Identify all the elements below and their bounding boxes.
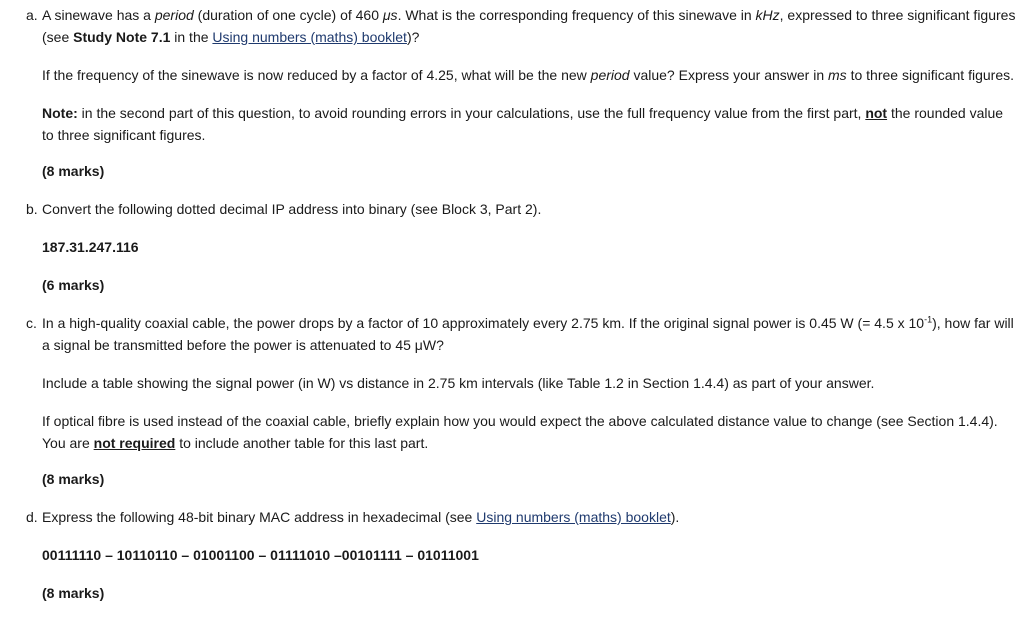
text: If optical fibre is used instead of the coaxial cable, briefly explain how you would expect the above calculated distance value to change (see Section 1.4.4). You are [42,413,998,451]
text: , expressed to three significant figures (see [42,7,1016,45]
question-c-text [42,312,1020,356]
text: Express the following 48-bit binary MAC address in hexadecimal (see [42,509,477,525]
question-a-marks [0,160,1024,182]
question-d [0,506,1024,528]
question-a-note [0,102,1024,146]
text: A sinewave has a [42,7,155,23]
question-c [0,312,1024,356]
question-d-text [42,506,1020,528]
mac-value: 00111110 – 10110110 – 01001100 – 01111010 –00101111 – 01011001 [42,547,479,563]
text: In a high-quality coaxial cable, the power drops by a factor of 10 approximately every 2.75 km. If the original signal power is 0.45 W (= 4.5 x 10 [42,315,925,331]
text: to three significant figures. [846,67,1014,83]
marks: (8 marks) [42,585,105,601]
marks: (8 marks) [42,163,105,179]
ip-value: 187.31.247.116 [42,239,139,255]
question-c-fibre [0,410,1024,454]
text: (duration of one cycle) of 460 [193,7,383,23]
question-b-marks [0,274,1024,296]
question-d-marks [0,582,1024,604]
text: the rounded value to three significant figures. [42,105,1004,143]
text: If the frequency of the sinewave is now reduced by a factor of 4.25, what will be the new [42,67,591,83]
mac-address [0,544,1024,566]
question-b [0,198,1024,220]
question-a-part2 [0,64,1024,86]
text-italic: period [590,67,630,83]
text-underlined: not required [93,435,176,451]
study-note-ref: Study Note 7.1 [73,29,171,45]
text: in the [170,29,213,45]
question-a-text [42,4,1020,48]
text: ), how far will a signal be transmitted before the power is attenuated to 45 μW? [42,315,1014,353]
text: in the second part of this question, to avoid rounding errors in your calculations, use the full frequency value from the first part, [77,105,866,121]
marks: (6 marks) [42,277,105,293]
maths-booklet-link[interactable]: Using numbers (maths) booklet [212,29,407,45]
text: )? [406,29,420,45]
text-italic: kHz [755,7,780,23]
note-label: Note: [42,105,78,121]
question-b-letter: b. [26,201,38,217]
text-italic: ms [828,67,847,83]
text-italic: period [154,7,194,23]
ip-address [0,236,1024,258]
question-c-letter: c. [26,315,37,331]
text: to include another table for this last part. [175,435,429,451]
text: . What is the corresponding frequency of this sinewave in [397,7,756,23]
marks: (8 marks) [42,471,105,487]
question-d-letter: d. [26,509,38,525]
text: value? Express your answer in [629,67,829,83]
question-a [0,4,1024,48]
text-italic: μs [382,7,398,23]
question-c-table-instruction: Include a table showing the signal power (in W) vs distance in 2.75 km intervals (like Table 1.2 in Section 1.4.4) as part of your answer. [42,375,875,391]
text: ). [670,509,680,525]
question-a-letter: a. [26,7,38,23]
question-b-text: Convert the following dotted decimal IP address into binary (see Block 3, Part 2). [42,201,542,217]
exponent: -1 [924,314,933,325]
text-underlined: not [865,105,888,121]
question-c-marks [0,468,1024,490]
maths-booklet-link[interactable]: Using numbers (maths) booklet [476,509,671,525]
